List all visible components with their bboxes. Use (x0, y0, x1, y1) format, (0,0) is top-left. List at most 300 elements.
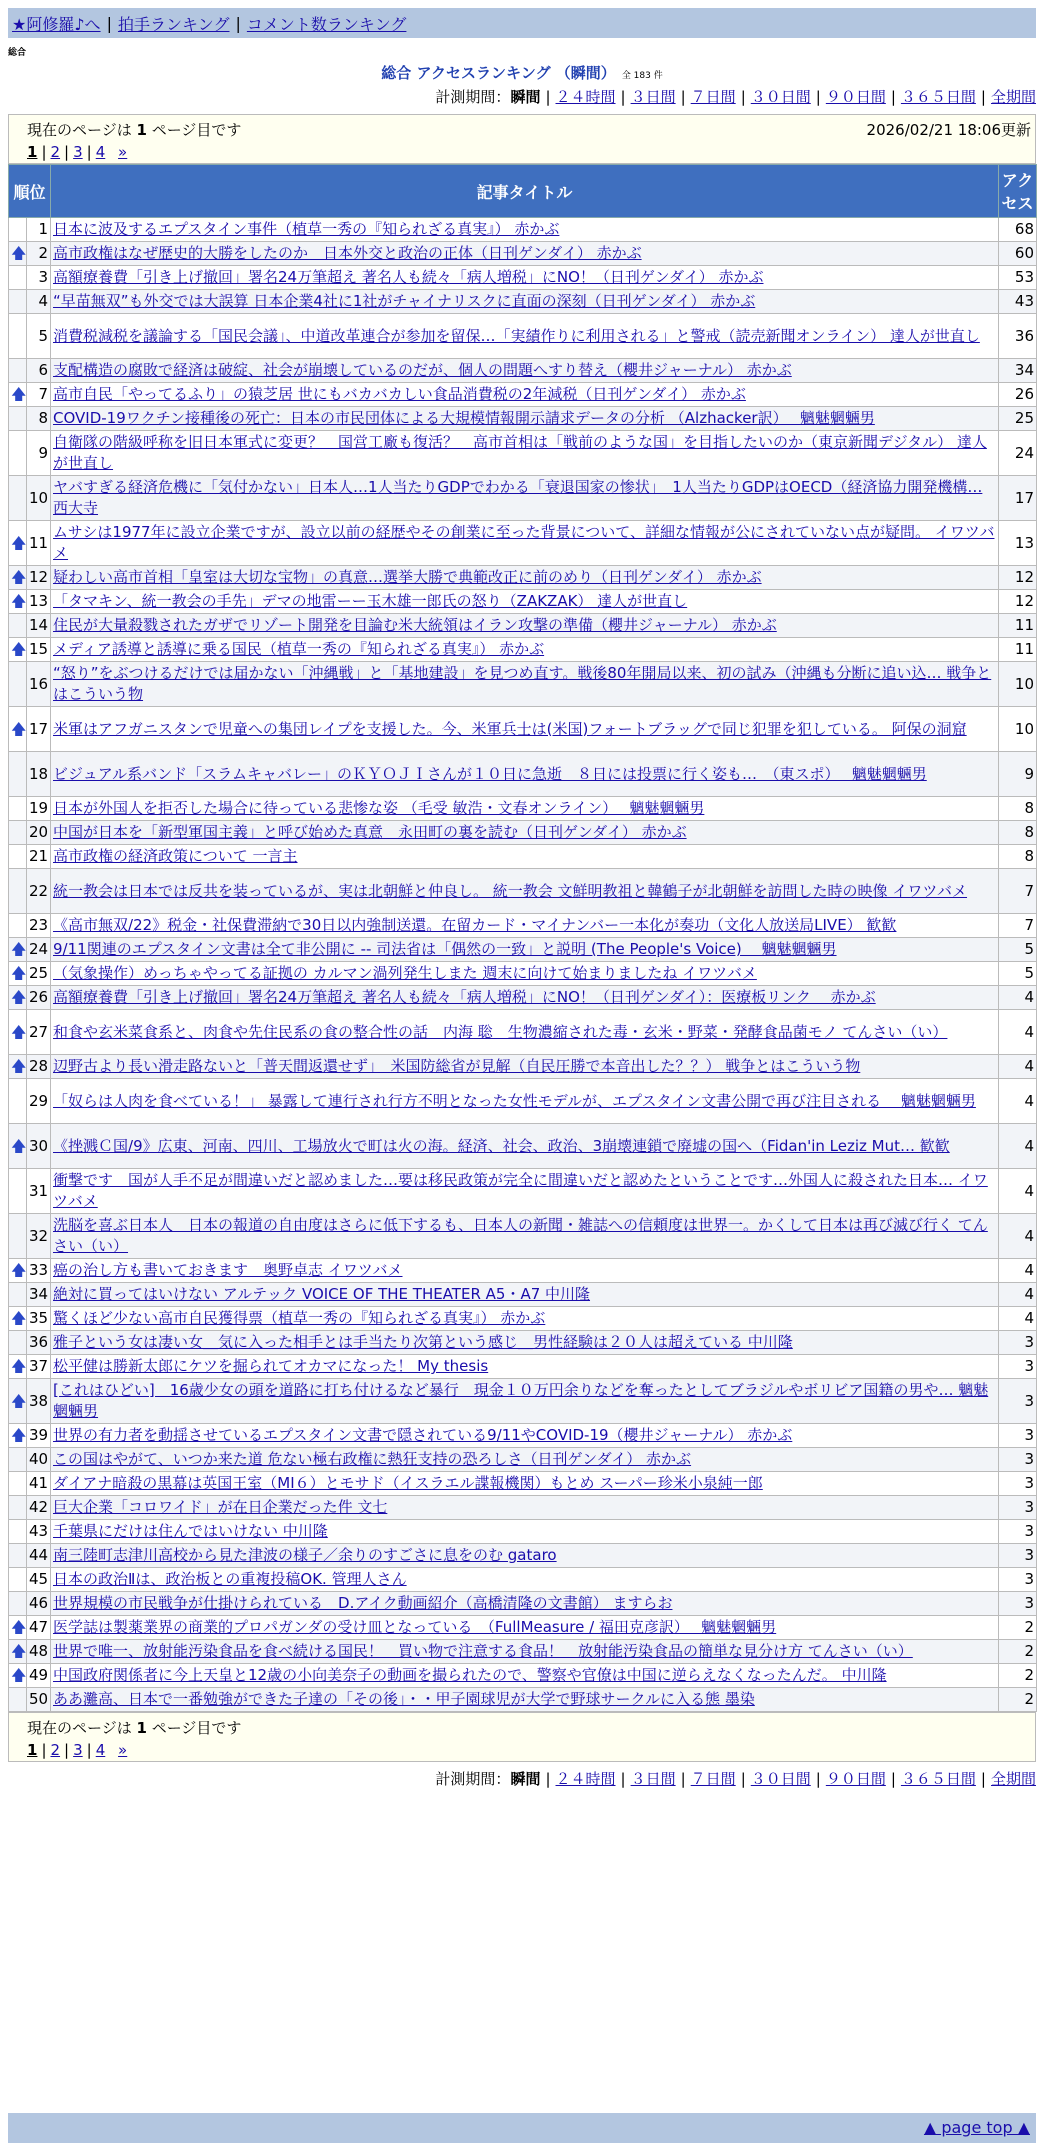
article-title-cell (51, 1664, 999, 1688)
rank-change-cell (9, 962, 27, 986)
rank-change-cell (9, 1331, 27, 1355)
up-arrow-icon: 🡅 (11, 385, 27, 403)
page-status-number: 1 (136, 1719, 147, 1737)
table-row (9, 1472, 1037, 1496)
table-row (9, 1688, 1037, 1712)
article-title-cell (51, 290, 999, 314)
period-link[interactable]: ３６５日間 (900, 88, 976, 106)
rank-number: 23 (27, 914, 51, 938)
period-link[interactable]: ３６５日間 (900, 1770, 976, 1788)
access-count: 13 (999, 521, 1037, 566)
page-status-number: 1 (136, 121, 147, 139)
article-title-cell (51, 914, 999, 938)
rank-change-cell (9, 797, 27, 821)
article-link[interactable]: 「タマキン、統一教会の手先」デマの地雷ーー玉木雄一郎氏の怒り（ZAKZAK） 達人が世直し (53, 592, 688, 610)
column-header-access[interactable]: アクセス (999, 165, 1037, 218)
rank-change-cell (9, 1010, 27, 1055)
period-separator: | (680, 88, 686, 106)
rank-number: 26 (27, 986, 51, 1010)
rank-number: 10 (27, 476, 51, 521)
article-link[interactable]: 統一教会は日本では反共を装っているが、実は北朝鮮と仲良し。 統一教会 文鮮明教祖と韓鶴子が北朝鮮を訪問した時の映像 イワツバメ (53, 881, 968, 900)
page-status (27, 119, 241, 140)
period-link[interactable]: ７日間 (690, 88, 736, 106)
access-count: 26 (999, 383, 1037, 407)
article-title-cell (51, 962, 999, 986)
table-row (9, 383, 1037, 407)
article-link[interactable]: 高市政権の経済政策について 一言主 (53, 847, 298, 865)
rank-change-cell (9, 662, 27, 707)
up-arrow-icon: 🡅 (11, 988, 27, 1006)
rank-number: 15 (27, 638, 51, 662)
rank-change-cell (9, 1424, 27, 1448)
rank-change-cell (9, 1520, 27, 1544)
page-separator: | (41, 1741, 47, 1759)
article-title-cell (51, 707, 999, 752)
access-count: 24 (999, 431, 1037, 476)
article-link[interactable]: 日本に波及するエプスタイン事件（植草一秀の『知られざる真実』） 赤かぶ (53, 220, 560, 238)
article-link[interactable]: 高市自民「やってるふり」の猿芝居 世にもバカバカしい食品消費税の2年減税（日刊ゲンダイ） 赤かぶ (53, 385, 746, 403)
rank-change-cell (9, 821, 27, 845)
rank-number: 18 (27, 752, 51, 797)
access-count: 68 (999, 218, 1037, 242)
article-title-cell (51, 1079, 999, 1124)
access-count: 5 (999, 962, 1037, 986)
column-header-title[interactable]: 記事タイトル (51, 165, 999, 218)
table-row (9, 962, 1037, 986)
period-separator: | (680, 1770, 686, 1788)
access-count: 7 (999, 914, 1037, 938)
rank-number: 16 (27, 662, 51, 707)
page-separator: | (64, 143, 70, 161)
table-row (9, 1124, 1037, 1169)
page-info-box (8, 114, 1036, 164)
article-link[interactable]: “怒り”をぶつけるだけでは届かない「沖縄戦」と「基地建設」を見つめ直す。戦後80年開局以来、初の試み（沖縄も分断に追い込… 戦争とはこういう物 (53, 664, 992, 703)
article-link[interactable]: 「奴らは人肉を食べている！」 暴露して連行され行方不明となった女性モデルが、エプスタイン文書公開で再び注目される 魑魅魍魎男 (53, 1091, 976, 1110)
table-row (9, 266, 1037, 290)
article-link[interactable]: 《挫溅Ｃ国/9》広東、河南、四川、工場放火で町は火の海。経済、社会、政治、3崩壊連鎖で廃墟の国へ（Fidan'in Leziz Mut… 歓歓 (53, 1136, 950, 1155)
article-link[interactable]: 千葉県にだけは住んではいけない 中川隆 (53, 1522, 328, 1540)
rank-number: 28 (27, 1055, 51, 1079)
table-row (9, 797, 1037, 821)
page-link[interactable]: 2 (50, 1741, 61, 1759)
article-link[interactable]: ムサシは1977年に設立企業ですが、設立以前の経歴やその創業に至った背景について、詳細な情報が公にされていない点が疑問。 イワツバメ (53, 523, 995, 562)
period-link[interactable]: ２４時間 (555, 88, 616, 106)
period-separator: | (620, 1770, 626, 1788)
rank-change-cell (9, 314, 27, 359)
page-link[interactable]: 2 (50, 143, 61, 161)
up-arrow-icon: 🡅 (11, 940, 27, 958)
rank-change-cell (9, 707, 27, 752)
article-link[interactable]: 日本の政治Ⅱは、政治板との重複投稿OK. 管理人さん (53, 1570, 407, 1588)
article-title-cell (51, 1424, 999, 1448)
up-arrow-icon: 🡅 (11, 1022, 27, 1041)
up-arrow-icon: 🡅 (11, 1357, 27, 1375)
column-header-rank[interactable]: 順位 (9, 165, 51, 218)
rank-number: 35 (27, 1307, 51, 1331)
period-link[interactable]: ９０日間 (825, 1770, 886, 1788)
period-link[interactable]: ３０日間 (750, 88, 811, 106)
page-status (27, 1717, 241, 1738)
rank-number: 37 (27, 1355, 51, 1379)
table-row (9, 614, 1037, 638)
access-count: 2 (999, 1688, 1037, 1712)
table-row (9, 1259, 1037, 1283)
page-link[interactable]: 4 (95, 143, 106, 161)
rank-change-cell (9, 1472, 27, 1496)
rank-number: 19 (27, 797, 51, 821)
article-link[interactable]: “早苗無双”も外交では大誤算 日本企業4社に1社がチャイナリスクに直面の深刻（日刊ゲンダイ） 赤かぶ (53, 292, 756, 310)
article-link[interactable]: 消費税減税を議論する「国民会議」、中道改革連合が参加を留保…「実績作りに利用される」と警戒（読売新聞オンライン） 達人が世直し (53, 326, 980, 345)
rank-change-cell (9, 1379, 27, 1424)
article-title-cell (51, 1496, 999, 1520)
rank-change-cell (9, 407, 27, 431)
article-link[interactable]: 米軍はアフガニスタンで児童への集団レイプを支援した。今、米軍兵士は(米国)フォートブラッグで同じ犯罪を犯している。 阿保の洞窟 (53, 719, 967, 738)
rank-number: 17 (27, 707, 51, 752)
access-count: 3 (999, 1472, 1037, 1496)
article-title-cell (51, 1616, 999, 1640)
up-arrow-icon: 🡅 (11, 533, 27, 552)
page-next-link[interactable]: » (118, 1741, 128, 1759)
article-title-cell (51, 638, 999, 662)
article-title-cell (51, 1283, 999, 1307)
article-link[interactable]: 雅子という女は凄い女＿気に入った相手とは手当たり次第という感じ＿男性経験は２０人は超えている 中川隆 (53, 1333, 793, 1351)
rank-number: 3 (27, 266, 51, 290)
article-title-cell (51, 845, 999, 869)
page-separator (109, 1741, 114, 1759)
table-row (9, 1424, 1037, 1448)
rank-change-cell (9, 914, 27, 938)
article-title-cell (51, 383, 999, 407)
table-row (9, 1616, 1037, 1640)
page-top-link[interactable]: ▲ page top ▲ (923, 2118, 1030, 2137)
page-info-box-bottom (8, 1712, 1036, 1762)
period-separator: | (890, 1770, 896, 1788)
table-row (9, 869, 1037, 914)
rank-number: 22 (27, 869, 51, 914)
rank-change-cell (9, 242, 27, 266)
article-link[interactable]: 衝撃です 国が人手不足が間違いだと認めました…要は移民政策が完全に間違いだと認めたということです…外国人に殺された日本… イワツバメ (53, 1171, 988, 1210)
article-title-cell (51, 407, 999, 431)
rank-change-cell (9, 938, 27, 962)
rank-change-cell (9, 521, 27, 566)
article-link[interactable]: 中国が日本を「新型軍国主義」と呼び始めた真意 永田町の裏を読む（日刊ゲンダイ） 赤かぶ (53, 823, 687, 841)
rank-number: 14 (27, 614, 51, 638)
access-count: 4 (999, 986, 1037, 1010)
period-separator: | (980, 1770, 986, 1788)
rank-number: 2 (27, 242, 51, 266)
article-title-cell (51, 1010, 999, 1055)
article-link[interactable]: 9/11関連のエプスタイン文書は全て非公開に -- 司法省は「偶然の一致」と説明 (The People's Voice) 魑魅魍魎男 (53, 940, 837, 958)
article-title-cell (51, 1169, 999, 1214)
rank-number: 43 (27, 1520, 51, 1544)
article-link[interactable]: （気象操作）めっちゃやってる証拠の カルマン渦列発生しまた 週末に向けて始まりましたね イワツバメ (53, 964, 757, 982)
table-row (9, 1520, 1037, 1544)
access-count: 53 (999, 266, 1037, 290)
up-arrow-icon: 🡅 (11, 1309, 27, 1327)
access-count: 10 (999, 662, 1037, 707)
article-link[interactable]: COVID-19ワクチン接種後の死亡：日本の市民団体による大規模情報開示請求データの分析 （Alzhacker訳） 魑魅魍魎男 (53, 409, 875, 427)
page-status-suffix: ページ目です (151, 1719, 242, 1737)
table-row (9, 821, 1037, 845)
article-link[interactable]: 高額療養費「引き上げ撤回」署名24万筆超え 著名人も続々「病人増税」にNO！（日刊ゲンダイ）：医療板リンク 赤かぶ (53, 988, 876, 1006)
article-link[interactable]: 高額療養費「引き上げ撤回」署名24万筆超え 著名人も続々「病人増税」にNO！（日刊ゲンダイ） 赤かぶ (53, 268, 764, 286)
up-arrow-icon: 🡅 (11, 1642, 27, 1660)
access-count: 4 (999, 1214, 1037, 1259)
article-title-cell (51, 1544, 999, 1568)
rank-number: 50 (27, 1688, 51, 1712)
rank-change-cell (9, 266, 27, 290)
period-link[interactable]: ７日間 (690, 1770, 736, 1788)
period-separator: | (815, 88, 821, 106)
article-title-cell (51, 521, 999, 566)
rank-number: 25 (27, 962, 51, 986)
rank-number: 48 (27, 1640, 51, 1664)
table-row (9, 1568, 1037, 1592)
period-selector (435, 86, 1036, 107)
rank-change-cell (9, 1355, 27, 1379)
article-link[interactable]: 日本が外国人を拒否した場合に待っている悲惨な姿 （毛受 敏浩・文春オンライン） 魑魅魍魎男 (53, 799, 705, 817)
rank-change-cell (9, 1169, 27, 1214)
page-separator: | (64, 1741, 70, 1759)
rank-number: 7 (27, 383, 51, 407)
rank-number: 39 (27, 1424, 51, 1448)
article-title-cell (51, 662, 999, 707)
article-link[interactable]: 中国政府関係者に今上天皇と12歳の小向美奈子の動画を撮られたので、警察や官僚は中国に逆らえなくなったんだ。 中川隆 (53, 1666, 887, 1684)
rank-change-cell (9, 1055, 27, 1079)
article-title-cell (51, 1520, 999, 1544)
period-link[interactable]: ３日間 (630, 1770, 676, 1788)
rank-number: 20 (27, 821, 51, 845)
article-link[interactable]: [これはひどい] 16歳少女の頭を道路に打ち付けるなど暴行 現金１０万円余りなどを奪ったとしてブラジルやボリビア国籍の男や… 魑魅魍魎男 (53, 1381, 989, 1420)
period-link[interactable]: 全期間 (990, 88, 1036, 106)
article-title-cell (51, 1640, 999, 1664)
period-label: 計測期間： (435, 1770, 511, 1788)
table-row (9, 590, 1037, 614)
article-title-cell (51, 1688, 999, 1712)
article-link[interactable]: 松平健は勝新太郎にケツを掘られてオカマになった！ My thesis (53, 1357, 489, 1375)
page-link[interactable]: 3 (73, 143, 83, 161)
access-count: 3 (999, 1424, 1037, 1448)
rank-change-cell (9, 1688, 27, 1712)
table-row (9, 707, 1037, 752)
access-count: 4 (999, 1169, 1037, 1214)
article-title-cell (51, 266, 999, 290)
applause-ranking-link[interactable]: 拍手ランキング (117, 14, 230, 34)
access-count: 8 (999, 797, 1037, 821)
rank-change-cell (9, 431, 27, 476)
table-row (9, 521, 1037, 566)
article-link[interactable]: 自衛隊の階級呼称を旧日本軍式に変更？ 国営工廠も復活？ 高市首相は「戦前のような国」を目指したいのか（東京新聞デジタル） 達人が世直し (53, 433, 987, 472)
article-link[interactable]: 絶対に買ってはいけない アルテック VOICE OF THE THEATER A5・A7 中川隆 (53, 1285, 591, 1303)
period-separator: | (815, 1770, 821, 1788)
rank-number: 1 (27, 218, 51, 242)
home-link[interactable]: ★阿修羅♪へ (12, 14, 101, 34)
page-link[interactable]: 3 (73, 1741, 83, 1759)
article-link[interactable]: ああ灘高、日本で一番勉強ができた子達の「その後」・・甲子園球児が大学で野球サークルに入る態 墨染 (53, 1690, 755, 1708)
period-separator: | (545, 1770, 551, 1788)
table-row (9, 1079, 1037, 1124)
article-link[interactable]: 疑わしい高市首相「皇室は大切な宝物」の真意…選挙大勝で典範改正に前のめり（日刊ゲンダイ） 赤かぶ (53, 568, 762, 586)
article-link[interactable]: 南三陸町志津川高校から見た津波の様子／余りのすごさに息をのむ gataro (53, 1546, 557, 1564)
up-arrow-icon: 🡅 (11, 719, 27, 738)
rank-change-cell (9, 1496, 27, 1520)
rank-number: 32 (27, 1214, 51, 1259)
article-title-cell (51, 1448, 999, 1472)
article-link[interactable]: この国はやがて、いつか来た道 危ない極右政権に熱狂支持の恐ろしさ（日刊ゲンダイ） 赤かぶ (53, 1450, 692, 1468)
rank-change-cell (9, 752, 27, 797)
rank-change-cell (9, 1124, 27, 1169)
page-next-link[interactable]: » (118, 143, 128, 161)
page-separator: | (86, 1741, 92, 1759)
period-separator: | (980, 88, 986, 106)
article-link[interactable]: 住民が大量殺戮されたガザでリゾート開発を目論む米大統領はイラン攻撃の準備（櫻井ジャーナル） 赤かぶ (53, 616, 777, 634)
access-count: 3 (999, 1520, 1037, 1544)
table-row (9, 914, 1037, 938)
article-title-cell (51, 1214, 999, 1259)
period-link[interactable]: 全期間 (990, 1770, 1036, 1788)
article-link[interactable]: ヤバすぎる経済危機に「気付かない」日本人…1人当たりGDPでわかる「衰退国家の惨状」 1人当たりGDPはOECD（経済協力開発機構… 西大寺 (53, 478, 983, 517)
article-link[interactable]: 驚くほど少ない高市自民獲得票（植草一秀の『知られざる真実』） 赤かぶ (53, 1309, 546, 1327)
article-link[interactable]: 医学誌は製薬業界の商業的プロパガンダの受け皿となっている （FullMeasure / 福田克彦訳） 魑魅魍魎男 (53, 1618, 777, 1636)
period-separator: | (545, 88, 551, 106)
rank-change-cell (9, 290, 27, 314)
access-count: 11 (999, 638, 1037, 662)
article-title-cell (51, 614, 999, 638)
page-current: 1 (27, 143, 38, 161)
page-separator (109, 143, 114, 161)
table-row (9, 407, 1037, 431)
access-count: 3 (999, 1568, 1037, 1592)
access-count: 10 (999, 707, 1037, 752)
access-count: 34 (999, 359, 1037, 383)
table-row (9, 218, 1037, 242)
period-link[interactable]: ９０日間 (825, 88, 886, 106)
access-count: 8 (999, 845, 1037, 869)
article-link[interactable]: メディア誘導と誘導に乗る国民（植草一秀の『知られざる真実』） 赤かぶ (53, 640, 545, 658)
period-current: 瞬間 (510, 1770, 541, 1788)
article-title-cell (51, 1379, 999, 1424)
article-title-cell (51, 1472, 999, 1496)
up-arrow-icon: 🡅 (11, 1391, 27, 1410)
article-title-cell (51, 1568, 999, 1592)
up-arrow-icon: 🡅 (11, 1618, 27, 1636)
access-count: 7 (999, 869, 1037, 914)
article-link[interactable]: 世界で唯一、放射能汚染食品を食べ続ける国民！ 買い物で注意する食品！ 放射能汚染食品の簡単な見分け方 てんさい（い） (53, 1642, 913, 1660)
up-arrow-icon: 🡅 (11, 640, 27, 658)
access-count: 17 (999, 476, 1037, 521)
period-separator: | (740, 1770, 746, 1788)
table-row (9, 938, 1037, 962)
article-link[interactable]: 支配構造の腐敗で経済は破綻、社会が崩壊しているのだが、個人の問題へすり替え（櫻井ジャーナル） 赤かぶ (53, 361, 792, 379)
rank-change-cell (9, 1544, 27, 1568)
article-title-cell (51, 986, 999, 1010)
rank-change-cell (9, 1283, 27, 1307)
page-title: 総合 アクセスランキング （瞬間） (381, 64, 616, 82)
access-count: 3 (999, 1331, 1037, 1355)
page-separator: | (41, 143, 47, 161)
article-title-cell (51, 1331, 999, 1355)
rank-number: 41 (27, 1472, 51, 1496)
up-arrow-icon: 🡅 (11, 592, 27, 610)
period-link[interactable]: ２４時間 (555, 1770, 616, 1788)
article-link[interactable]: 高市政権はなぜ歴史的大勝をしたのか 日本外交と政治の正体（日刊ゲンダイ） 赤かぶ (53, 244, 642, 262)
period-link[interactable]: ３日間 (630, 88, 676, 106)
access-count: 3 (999, 1448, 1037, 1472)
table-row (9, 1448, 1037, 1472)
rank-change-cell (9, 590, 27, 614)
table-row (9, 986, 1037, 1010)
rank-number: 9 (27, 431, 51, 476)
access-count: 3 (999, 1355, 1037, 1379)
page-status-prefix: 現在のページは (27, 1719, 132, 1737)
rank-number: 6 (27, 359, 51, 383)
article-link[interactable]: 巨大企業「コロワイド」が在日企業だった件 文七 (53, 1498, 388, 1516)
article-link[interactable]: 《高市無双/22》税金・社保費滞納で30日以内強制送還。在留カード・マイナンバー一本化が奏功（文化人放送局LIVE） 歓歓 (53, 916, 897, 934)
rank-number: 40 (27, 1448, 51, 1472)
rank-number: 46 (27, 1592, 51, 1616)
rank-number: 8 (27, 407, 51, 431)
rank-change-cell (9, 1259, 27, 1283)
article-title-cell (51, 476, 999, 521)
access-count: 4 (999, 1055, 1037, 1079)
table-row (9, 1307, 1037, 1331)
comment-ranking-link[interactable]: コメント数ランキング (246, 14, 407, 34)
article-title-cell (51, 1592, 999, 1616)
access-count: 2 (999, 1616, 1037, 1640)
article-link[interactable]: ビジュアル系バンド「スラムキャバレー」のＫＹＯＪＩさんが１０日に急逝 ８日には投票に行く姿も… （東スポ） 魑魅魍魎男 (53, 764, 927, 783)
article-link[interactable]: 和食や玄米菜食系と、肉食や先住民系の食の整合性の話 内海 聡 生物濃縮された毒・玄米・野菜・発酵食品菌モノ てんさい（い） (53, 1022, 948, 1041)
article-title-cell (51, 314, 999, 359)
rank-change-cell (9, 1568, 27, 1592)
rank-number: 5 (27, 314, 51, 359)
nav-separator: | (235, 13, 241, 33)
rank-number: 31 (27, 1169, 51, 1214)
period-separator: | (620, 88, 626, 106)
article-link[interactable]: 洗脳を喜ぶ日本人 日本の報道の自由度はさらに低下するも、日本人の新聞・雑誌への信頼度は世界一。かくして日本は再び滅び行く てんさい（い） (53, 1216, 988, 1255)
access-count: 3 (999, 1544, 1037, 1568)
rank-change-cell (9, 986, 27, 1010)
table-row (9, 638, 1037, 662)
article-link[interactable]: 癌の治し方も書いておきます 奥野卓志 イワツバメ (53, 1261, 403, 1279)
article-title-cell (51, 566, 999, 590)
table-row (9, 1544, 1037, 1568)
article-link[interactable]: 世界規模の市民戦争が仕掛けられている D.アイク動画紹介（高橋清隆の文書館） ますらお (53, 1594, 673, 1612)
article-title-cell (51, 1355, 999, 1379)
rank-number: 30 (27, 1124, 51, 1169)
table-row (9, 314, 1037, 359)
page-status-suffix: ページ目です (151, 121, 242, 139)
up-arrow-icon: 🡅 (11, 1057, 27, 1075)
rank-change-cell (9, 383, 27, 407)
article-title-cell (51, 797, 999, 821)
article-title-cell (51, 431, 999, 476)
period-selector-bottom (435, 1768, 1036, 1789)
period-link[interactable]: ３０日間 (750, 1770, 811, 1788)
article-link[interactable]: 辺野古より長い滑走路ないと「普天間返還せず」 米国防総省が見解（自民圧勝で本音出した？？） 戦争とはこういう物 (53, 1057, 861, 1075)
article-link[interactable]: 世界の有力者を動揺させているエプスタイン文書で隠されている9/11やCOVID-19（櫻井ジャーナル） 赤かぶ (53, 1426, 793, 1444)
article-link[interactable]: ダイアナ暗殺の黒幕は英国王室（MI６）とモサド（イスラエル諜報機関）もとめ スーパー珍米小泉純一郎 (53, 1474, 763, 1492)
rank-number: 11 (27, 521, 51, 566)
period-separator: | (890, 88, 896, 106)
article-title-cell (51, 1259, 999, 1283)
access-count: 4 (999, 1010, 1037, 1055)
rank-change-cell (9, 218, 27, 242)
page-link[interactable]: 4 (95, 1741, 106, 1759)
top-nav-bar (8, 8, 1036, 38)
article-title-cell (51, 1307, 999, 1331)
up-arrow-icon: 🡅 (11, 1666, 27, 1684)
rank-number: 44 (27, 1544, 51, 1568)
